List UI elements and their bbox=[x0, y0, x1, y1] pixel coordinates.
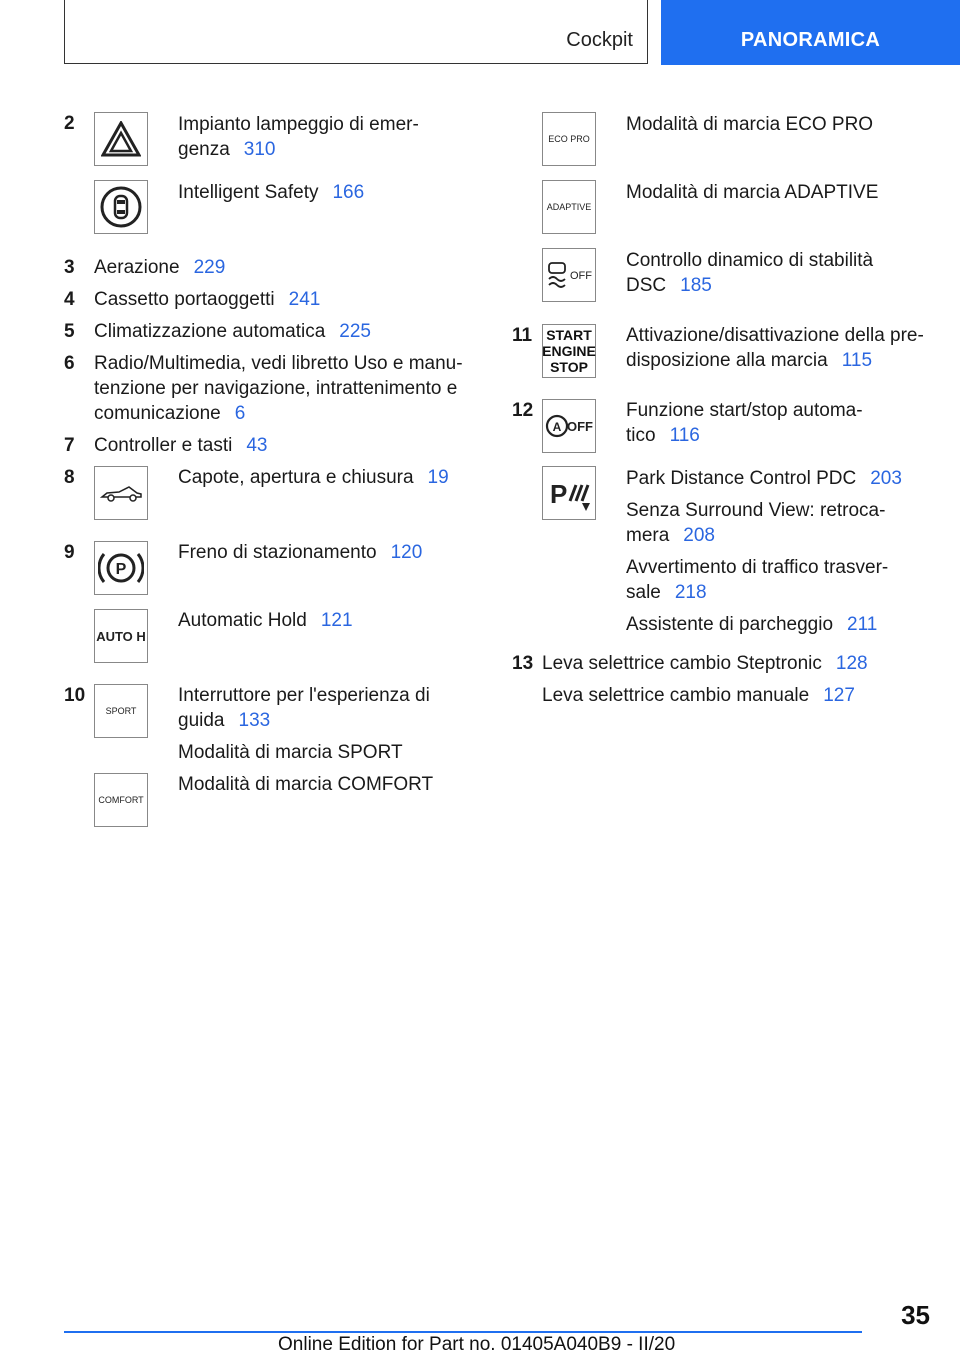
edition-text: Online Edition for Part no. 01405A040B9 - II/20 bbox=[278, 1334, 676, 1355]
controller-text: Controller e tasti 43 bbox=[94, 435, 268, 456]
intelligent-safety-icon bbox=[94, 180, 148, 234]
item-number: 10 bbox=[64, 685, 86, 706]
comfort-icon: COMFORT bbox=[94, 773, 148, 827]
parking-assistant-text: Assistente di parcheggio 211 bbox=[626, 614, 878, 635]
parking-brake-icon bbox=[94, 541, 148, 595]
item-number: 12 bbox=[512, 400, 534, 421]
svg-text:A: A bbox=[552, 420, 562, 434]
page-link[interactable]: 121 bbox=[320, 610, 353, 631]
item-number: 2 bbox=[64, 113, 75, 134]
cross-traffic-text: Avvertimento di traffico trasver- sale 218 bbox=[626, 557, 889, 603]
auto-start-stop-text: Funzione start/stop automa- tico 116 bbox=[626, 400, 863, 446]
glovebox-text: Cassetto portaoggetti 241 bbox=[94, 289, 321, 310]
page-link[interactable]: 241 bbox=[288, 289, 321, 310]
page-link[interactable]: 218 bbox=[674, 582, 707, 603]
item-number: 9 bbox=[64, 542, 75, 563]
dsc-off-icon bbox=[542, 248, 596, 302]
climate-text: Climatizzazione automatica 225 bbox=[94, 321, 371, 342]
item-number: 5 bbox=[64, 321, 75, 342]
dsc-icon-label: OFF bbox=[570, 270, 592, 282]
auto-hold-icon: AUTO H bbox=[94, 609, 148, 663]
footer-divider bbox=[64, 1331, 862, 1333]
capote-text: Capote, apertura e chiusura 19 bbox=[178, 467, 449, 488]
tab-panoramica[interactable]: PANORAMICA bbox=[740, 29, 881, 51]
adaptive-text: Modalità di marcia ADAPTIVE bbox=[626, 182, 879, 203]
page-link[interactable]: 116 bbox=[669, 425, 700, 446]
page-link[interactable]: 128 bbox=[835, 653, 868, 674]
item-number: 7 bbox=[64, 435, 75, 456]
page-link[interactable]: 211 bbox=[847, 614, 878, 635]
park-distance-control-icon bbox=[542, 466, 596, 520]
eco-pro-text: Modalità di marcia ECO PRO bbox=[626, 114, 874, 135]
sport-mode-text: Modalità di marcia SPORT bbox=[178, 742, 403, 763]
auto-start-stop-off-icon bbox=[542, 399, 596, 453]
hazard-warning-icon bbox=[94, 112, 148, 166]
svg-text:P: P bbox=[550, 479, 568, 509]
item-number: 3 bbox=[64, 257, 75, 278]
header-section-box bbox=[64, 0, 648, 64]
page-link[interactable]: 127 bbox=[823, 685, 855, 706]
page-link[interactable]: 43 bbox=[246, 435, 268, 456]
start-stop-button-icon: START ENGINE STOP bbox=[542, 324, 596, 378]
autostop-icon-label: OFF bbox=[567, 419, 593, 434]
safety-text: Intelligent Safety 166 bbox=[178, 182, 365, 203]
dsc-text: Controllo dinamico di stabilità DSC 185 bbox=[626, 250, 874, 296]
page-link[interactable]: 229 bbox=[193, 257, 226, 278]
sport-icon: SPORT bbox=[94, 684, 148, 738]
adaptive-icon: ADAPTIVE bbox=[542, 180, 596, 234]
parking-brake-text: Freno di stazionamento 120 bbox=[178, 542, 423, 563]
item-number: 4 bbox=[64, 289, 75, 310]
svg-text:P: P bbox=[115, 561, 127, 578]
page-link[interactable]: 208 bbox=[683, 525, 715, 546]
eco-pro-icon: ECO PRO bbox=[542, 112, 596, 166]
header-tab[interactable] bbox=[661, 0, 960, 65]
item-number: 11 bbox=[512, 325, 533, 346]
auto-hold-text: Automatic Hold 121 bbox=[178, 610, 353, 631]
item-number: 8 bbox=[64, 467, 75, 488]
page-link[interactable]: 133 bbox=[238, 710, 271, 731]
page-number: 35 bbox=[901, 1300, 930, 1330]
page-link[interactable]: 310 bbox=[243, 139, 276, 160]
pdc-text: Park Distance Control PDC 203 bbox=[626, 468, 902, 489]
convertible-top-icon bbox=[94, 466, 148, 520]
steptronic-text: Leva selettrice cambio Steptronic 128 bbox=[542, 653, 868, 674]
item-number: 6 bbox=[64, 353, 75, 374]
driving-experience-text: Interruttore per l'esperienza di guida 133 bbox=[178, 685, 430, 731]
section-title: Cockpit bbox=[566, 29, 633, 51]
page-link[interactable]: 225 bbox=[339, 321, 371, 342]
page-link[interactable]: 185 bbox=[680, 275, 712, 296]
item-number: 13 bbox=[512, 653, 534, 674]
page-link[interactable]: 120 bbox=[390, 542, 423, 563]
page-link[interactable]: 203 bbox=[870, 468, 902, 489]
surround-view-text: Senza Surround View: retroca- mera 208 bbox=[626, 500, 886, 546]
page-link[interactable]: 19 bbox=[427, 467, 449, 488]
page-link[interactable]: 6 bbox=[234, 403, 246, 424]
start-engine-text: Attivazione/disattivazione della pre- disposizione alla marcia 115 bbox=[626, 325, 924, 371]
aeration-text: Aerazione 229 bbox=[94, 257, 226, 278]
manual-gear-text: Leva selettrice cambio manuale 127 bbox=[542, 685, 855, 706]
page-link[interactable]: 166 bbox=[332, 182, 365, 203]
page-link[interactable]: 115 bbox=[841, 350, 873, 371]
hazard-text: Impianto lampeggio di emer- genza 310 bbox=[178, 114, 419, 160]
radio-text: Radio/Multimedia, vedi libretto Uso e manu- tenzione per navigazione, intrattenimento e comunicazione 6 bbox=[94, 353, 463, 424]
comfort-mode-text: Modalità di marcia COMFORT bbox=[178, 774, 434, 795]
